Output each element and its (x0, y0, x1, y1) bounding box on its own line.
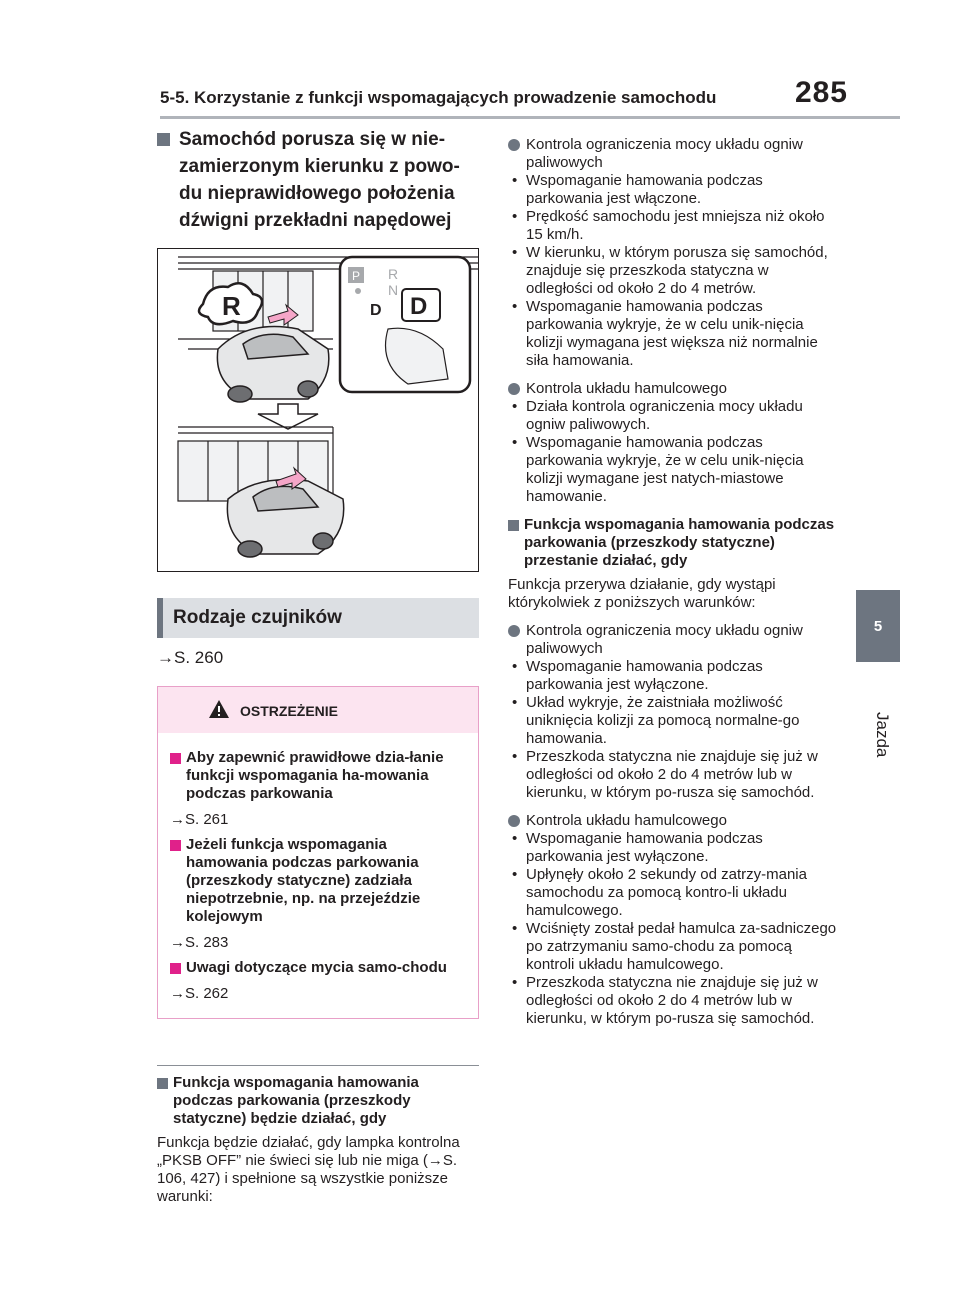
warning-icon (208, 699, 230, 719)
warning-item-title (170, 959, 464, 977)
condition-bullet-text: Wspomaganie hamowania podczas parkowania wykryje, że w celu unik-nięcia kolizji wymagana jest większa niż normalnie siła hamowania. (526, 298, 818, 369)
header-divider (160, 116, 900, 119)
section-band (157, 598, 479, 638)
section-heading-text: Samochód porusza się w nie-zamierzonym kierunku z powo-du nieprawidłowego położenia dźwigni przekładni napędowej (179, 129, 460, 231)
condition-bullet (508, 748, 838, 802)
condition-bullet (508, 694, 838, 748)
conditions-stop-list (508, 622, 838, 1028)
stop-paragraph: Funkcja przerywa działanie, gdy wystąpi którykolwiek z poniższych warunków: (508, 576, 776, 611)
condition-group-title: Kontrola ograniczenia mocy układu ogniw paliwowych (526, 622, 803, 657)
condition-bullet (508, 398, 838, 434)
condition-group (508, 622, 838, 658)
page-header-title: 5-5. Korzystanie z funkcji wspomagających prowadzenie samochodu (160, 88, 717, 107)
stop-heading-text: Funkcja wspomagania hamowania podczas parkowania (przeszkody statyczne) przestanie działać, gdy (524, 516, 835, 569)
condition-bullet-text: Wspomaganie hamowania podczas parkowania jest włączone. (526, 172, 763, 207)
warning-header (158, 687, 478, 733)
section-heading (157, 126, 479, 234)
condition-bullet (508, 298, 838, 370)
warning-box (157, 686, 479, 1019)
warning-item-title (170, 749, 464, 803)
warning-item-text: Aby zapewnić prawidłowe dzia-łanie funkcji wspomagania ha-mowania podczas parkowania (186, 749, 444, 802)
condition-bullet (508, 830, 838, 866)
condition-bullet-text: Wspomaganie hamowania podczas parkowania jest wyłączone. (526, 658, 763, 693)
bullet-glyph: • (512, 866, 518, 883)
sub-heading-text: Funkcja wspomagania hamowania podczas parkowania (przeszkody statyczne) będzie działać, gdy (173, 1074, 419, 1127)
page-number: 285 (794, 76, 848, 109)
bullet-glyph: • (512, 298, 518, 315)
bullet-glyph: • (512, 830, 518, 847)
warning-item-text: Uwagi dotyczące mycia samo-chodu (186, 959, 447, 976)
bullet-glyph: • (512, 398, 518, 415)
warning-item-text: Jeżeli funkcja wspomagania hamowania podczas parkowania (przeszkody statyczne) zadziała niepotrzebnie, np. na przejeździe kolejowym (186, 836, 421, 925)
bullet-glyph: • (512, 748, 518, 765)
condition-group-title: Kontrola ograniczenia mocy układu ogniw paliwowych (526, 136, 803, 171)
sub-divider (157, 1065, 479, 1066)
bullet-glyph: • (512, 658, 518, 675)
right-column (508, 126, 838, 1028)
parking-illustration (158, 249, 479, 572)
condition-bullet-text: Układ wykryje, że zaistniała możliwość uniknięcia kolizji za pomocą normalne-go hamowania. (526, 694, 800, 747)
condition-bullet (508, 208, 838, 244)
square-bullet-icon (157, 133, 170, 146)
condition-bullet-text: Prędkość samochodu jest mniejsza niż około 15 km/h. (526, 208, 825, 243)
condition-bullet (508, 172, 838, 208)
condition-group-title: Kontrola układu hamulcowego (526, 812, 727, 829)
bullet-glyph: • (512, 974, 518, 991)
square-bullet-icon (508, 520, 519, 531)
square-bullet-icon (170, 963, 181, 974)
bullet-glyph: • (512, 694, 518, 711)
square-bullet-icon (170, 753, 181, 764)
bullet-glyph: • (512, 244, 518, 261)
warning-ref-link[interactable]: →S. 262 (170, 985, 229, 1002)
condition-bullet-text: Wspomaganie hamowania podczas parkowania wykryje, że w celu unik-nięcia kolizji wymagane jest natych-miastowe hamowanie. (526, 434, 804, 505)
left-column (157, 126, 479, 1206)
illustration-figure (157, 248, 479, 572)
warning-label: OSTRZEŻENIE (240, 703, 339, 719)
square-bullet-icon (170, 840, 181, 851)
bullet-glyph: • (512, 172, 518, 189)
gear-r-label: R (388, 266, 399, 282)
condition-bullet-text: Wspomaganie hamowania podczas parkowania jest wyłączone. (526, 830, 763, 865)
section-reference-link[interactable]: →S. 260 (157, 648, 224, 667)
sub-heading (157, 1074, 479, 1128)
condition-bullet (508, 244, 838, 298)
bullet-glyph: • (512, 920, 518, 937)
circle-bullet-icon (508, 815, 520, 827)
condition-group (508, 812, 838, 830)
condition-bullet-text: Przeszkoda statyczna nie znajduje się już w odległości od około 2 do 4 metrów lub w kierunku, w którym po-rusza się samochód. (526, 748, 818, 801)
warning-ref-link[interactable]: →S. 283 (170, 934, 229, 951)
condition-bullet (508, 974, 838, 1028)
condition-bullet (508, 866, 838, 920)
condition-group (508, 136, 838, 172)
condition-bullet-text: W kierunku, w którym porusza się samochód, znajduje się przeszkoda statyczna w odległości od około 2 do 4 metrów. (526, 244, 828, 297)
section-band-title: Rodzaje czujników (173, 607, 342, 628)
gear-big-d-label: D (410, 293, 428, 320)
gear-d-label: D (370, 302, 382, 319)
warning-item-title (170, 836, 464, 926)
condition-bullet-text: Przeszkoda statyczna nie znajduje się już w odległości od około 2 do 4 metrów lub w kierunku, w którym po-rusza się samochód. (526, 974, 818, 1027)
condition-bullet-text: Wciśnięty został pedał hamulca za-sadniczego po zatrzymaniu samo-chodu za pomocą kontroli układu hamulcowego. (526, 920, 837, 973)
stop-heading (508, 516, 838, 570)
chapter-tab[interactable]: 5 (856, 590, 900, 662)
condition-bullet (508, 434, 838, 506)
condition-bullet-text: Działa kontrola ograniczenia mocy układu ogniw paliwowych. (526, 398, 803, 433)
condition-bullet (508, 658, 838, 694)
square-bullet-icon (157, 1078, 168, 1089)
circle-bullet-icon (508, 625, 520, 637)
warning-ref-link[interactable]: →S. 261 (170, 811, 229, 828)
condition-bullet-text: Upłynęły około 2 sekundy od zatrzy-mania samochodu za pomocą kontro-li układu hamulcowego. (526, 866, 807, 919)
gear-n-label: N (388, 282, 399, 298)
circle-bullet-icon (508, 139, 520, 151)
condition-group (508, 380, 838, 398)
chapter-label: Jazda (873, 712, 892, 758)
gear-big-r-label: R (222, 291, 241, 321)
bullet-glyph: • (512, 208, 518, 225)
circle-bullet-icon (508, 383, 520, 395)
condition-bullet (508, 920, 838, 974)
band-accent (157, 598, 163, 638)
sub-paragraph: Funkcja będzie działać, gdy lampka kontrolna „PKSB OFF” nie świeci się lub nie miga (→S. 106, 427) i spełnione są wszystkie poniższe warunki: (157, 1134, 460, 1205)
gear-p-label: P (352, 269, 361, 283)
warning-body (158, 733, 478, 1002)
condition-group-title: Kontrola układu hamulcowego (526, 380, 727, 397)
conditions-active-list (508, 136, 838, 506)
bullet-glyph: • (512, 434, 518, 451)
